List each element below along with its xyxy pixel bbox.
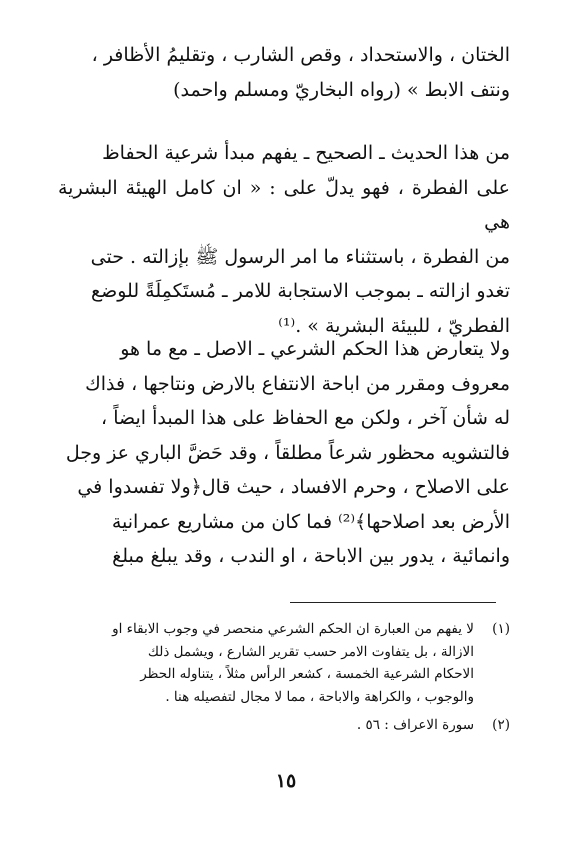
text-line: الفطريّ ، للبيئة البشرية » .⁽¹⁾ [278,314,510,337]
text-line: تغدو ازالته ـ بموجب الاستجابة للامر ـ مُستَكمِلَةً للوضع [90,280,510,302]
text-line: على الاصلاح ، وحرم الافساد ، حيث قال﴿ولا تفسدوا في [77,476,510,498]
footnote-line: سورة الاعراف : ٥٦ . [356,717,474,733]
footnote-line: الازالة ، بل يتفاوت الامر حسب تقرير الشارع ، ويشمل ذلك [147,643,474,660]
footnote-text [58,714,474,737]
text-line: وانمائية ، يدور بين الاباحة ، او الندب ، وقد يبلغ مبلغ [112,545,510,567]
footnote-line: والوجوب ، والكراهة والاباحة ، مما لا مجال لتفصيله هنا . [165,688,474,705]
footnote-text [58,618,474,708]
footnote-line: لا يفهم من العبارة ان الحكم الشرعي منحصر في وجوب الابقاء او [112,621,474,637]
text-line: على الفطرة ، فهو يدلّ على : « ان كامل الهيئة البشرية هي [58,176,510,233]
footnote-number: (١) [492,621,510,637]
paragraph-2 [58,136,510,343]
text-line: فالتشويه محظور شرعاً مطلقاً ، وقد حَضَّ الباري عز وجل [65,441,510,464]
footnotes [58,618,510,737]
text-line: له شأن آخر ، ولكن مع الحفاظ على هذا المبدأ ايضاً ، [101,407,510,429]
text-line: الختان ، والاستحداد ، وقص الشارب ، وتقليمُ الأظافر ، [91,44,510,66]
text-line: ونتف الابط » (رواه البخاريّ ومسلم واحمد) [173,78,510,101]
paragraph-1 [58,38,510,107]
text-line: معروف ومقرر من اباحة الانتفاع بالارض ونتاجها ، فذاك [85,372,510,395]
text-line: من الفطرة ، باستثناء ما امر الرسول ﷺ بإزالته . حتى [90,245,510,268]
footnote-number: (٢) [492,717,510,733]
footnote-1 [58,618,510,708]
paragraph-3 [58,332,510,574]
footnote-line: الاحكام الشرعية الخمسة ، كشعر الرأس مثلاً ، يتناوله الحظر [140,666,474,682]
text-line: الأرض بعد اصلاحها﴾⁽²⁾ فما كان من مشاريع عمرانية [111,510,510,533]
footnote-divider [290,602,496,603]
footnote-2 [58,714,510,737]
text-line: ولا يتعارض هذا الحكم الشرعي ـ الاصل ـ مع ما هو [120,338,510,360]
text-line: من هذا الحديث ـ الصحيح ـ يفهم مبدأ شرعية الحفاظ [102,142,510,164]
page-number: ١٥ [275,770,297,792]
